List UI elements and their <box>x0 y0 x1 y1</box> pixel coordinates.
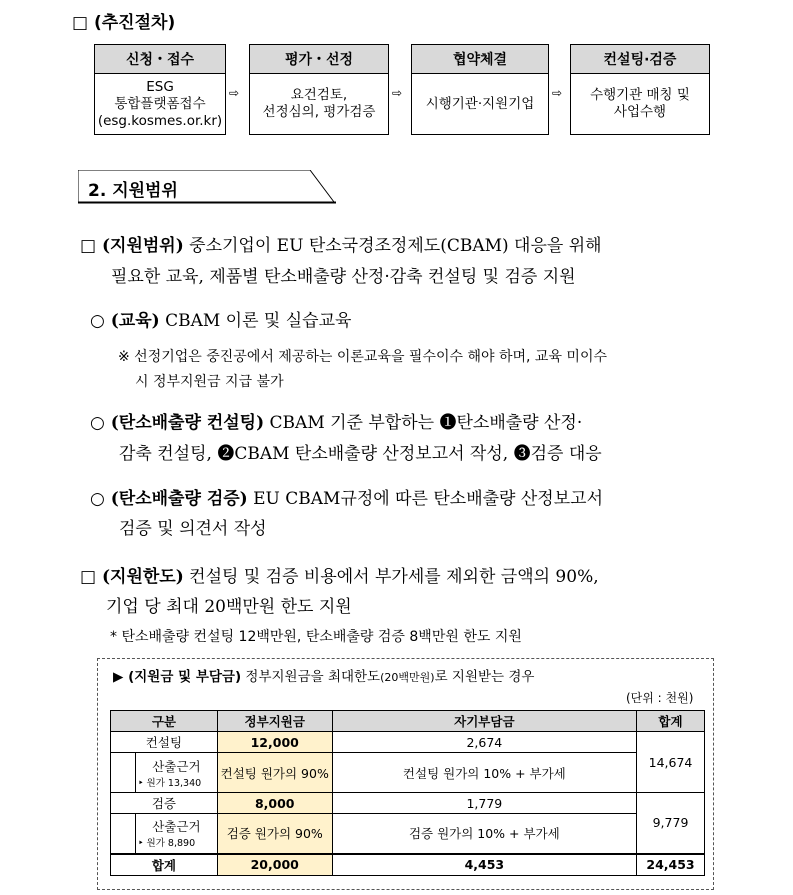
header-total: 합계 <box>637 711 705 732</box>
process-step-apply <box>94 44 226 135</box>
arrow-icon: ⇨ <box>392 86 403 100</box>
process-step-evaluate <box>249 44 389 135</box>
edu-line <box>90 306 351 331</box>
verify-label: ○ (탄소배출량 검증) <box>90 489 248 509</box>
header-gov: 정부지원금 <box>217 711 332 732</box>
basis-label: 산출근거 <box>152 758 201 774</box>
header-category: 구분 <box>111 711 218 732</box>
table-unit: (단위 : 천원) <box>626 691 694 705</box>
basis-cell <box>135 814 217 854</box>
table-caption-small: (20백만원) <box>380 671 435 684</box>
limit-label: □ (지원한도) <box>80 567 184 587</box>
sum-gov: 20,000 <box>217 854 332 876</box>
consult-text: CBAM 기준 부합하는 ❶탄소배출량 산정· <box>264 413 583 433</box>
process-step-body: 요건검토, 선정심의, 평가검증 <box>262 87 376 120</box>
basis-self: 검증 원가의 10% + 부가세 <box>332 814 636 854</box>
table-row <box>111 814 705 854</box>
consult-label: ○ (탄소배출량 컨설팅) <box>90 413 265 433</box>
scope-label: □ (지원범위) <box>80 236 184 256</box>
edu-text: CBAM 이론 및 실습교육 <box>159 311 352 331</box>
limit-line-1 <box>80 562 599 587</box>
total-value: 9,779 <box>637 793 705 854</box>
process-step-body: 수행기관 매칭 및 사업수행 <box>590 87 690 120</box>
basis-self: 컨설팅 원가의 10% + 부가세 <box>332 753 636 793</box>
header-self: 자기부담금 <box>332 711 636 732</box>
table-caption <box>113 665 534 685</box>
table-row <box>111 753 705 793</box>
basis-cell <box>135 753 217 793</box>
table-row <box>111 732 705 753</box>
verify-text: EU CBAM규정에 따른 탄소배출량 산정보고서 <box>247 489 603 509</box>
note-line-1: ※ 선정기업은 중진공에서 제공하는 이론교육을 필수이수 해야 하며, 교육 미이수 <box>118 349 607 365</box>
sum-total: 24,453 <box>637 854 705 876</box>
table-sum-row <box>111 854 705 876</box>
scope-line-2: 필요한 교육, 제품별 탄소배출량 산정·감축 컨설팅 및 검증 지원 <box>111 267 576 287</box>
process-step-consulting <box>570 44 710 135</box>
table-caption-tail: 로 지원받는 경우 <box>434 669 535 685</box>
funding-table <box>110 710 705 876</box>
scope-line-1 <box>80 231 602 256</box>
procedure-heading: □ (추진절차) <box>72 13 176 33</box>
table-header-row <box>111 711 705 732</box>
row-label: 검증 <box>111 793 218 814</box>
sum-self: 4,453 <box>332 854 636 876</box>
process-step-body: ESG 통합플랫폼접수 (esg.kosmes.or.kr) <box>97 78 223 129</box>
basis-cost: ‣ 원가 13,340 <box>137 777 202 789</box>
arrow-icon: ⇨ <box>552 86 563 100</box>
process-step-title: 신청・접수 <box>95 45 225 74</box>
consult-line-1 <box>90 408 582 433</box>
edu-label: ○ (교육) <box>90 311 160 331</box>
gov-value: 8,000 <box>217 793 332 814</box>
limit-note: * 탄소배출량 컨설팅 12백만원, 탄소배출량 검증 8백만원 한도 지원 <box>110 629 522 645</box>
verify-line-2: 검증 및 의견서 작성 <box>119 519 267 539</box>
section-header <box>78 170 336 204</box>
total-value: 14,674 <box>637 732 705 793</box>
process-step-title: 평가・선정 <box>250 45 388 74</box>
process-step-body: 시행기관·지원기업 <box>425 95 535 112</box>
limit-line-2: 기업 당 최대 20백만원 한도 지원 <box>106 597 352 617</box>
table-caption-text: 정부지원금을 최대한도 <box>241 669 381 685</box>
limit-text: 컨설팅 및 검증 비용에서 부가세를 제외한 금액의 90%, <box>183 567 599 587</box>
gov-value: 12,000 <box>217 732 332 753</box>
verify-line-1 <box>90 484 603 509</box>
basis-gov: 컨설팅 원가의 90% <box>217 753 332 793</box>
process-step-title: 컨설팅·검증 <box>571 45 709 74</box>
basis-cost: ‣ 원가 8,890 <box>137 838 196 850</box>
arrow-icon: ⇨ <box>229 86 240 100</box>
basis-gov: 검증 원가의 90% <box>217 814 332 854</box>
self-value: 1,779 <box>332 793 636 814</box>
sum-label: 합계 <box>111 854 218 876</box>
basis-label: 산출근거 <box>152 819 201 835</box>
note-line-2: 시 정부지원금 지급 불가 <box>135 374 284 390</box>
process-step-title: 협약체결 <box>412 45 548 74</box>
table-row <box>111 793 705 814</box>
process-step-agreement <box>411 44 549 135</box>
scope-text: 중소기업이 EU 탄소국경조정제도(CBAM) 대응을 위해 <box>183 236 602 256</box>
table-caption-label: ▶ (지원금 및 부담금) <box>113 669 242 685</box>
consult-line-2: 감축 컨설팅, ❷CBAM 탄소배출량 산정보고서 작성, ❸검증 대응 <box>119 444 602 464</box>
row-label: 컨설팅 <box>111 732 218 753</box>
self-value: 2,674 <box>332 732 636 753</box>
section-title: 2. 지원범위 <box>88 181 178 201</box>
